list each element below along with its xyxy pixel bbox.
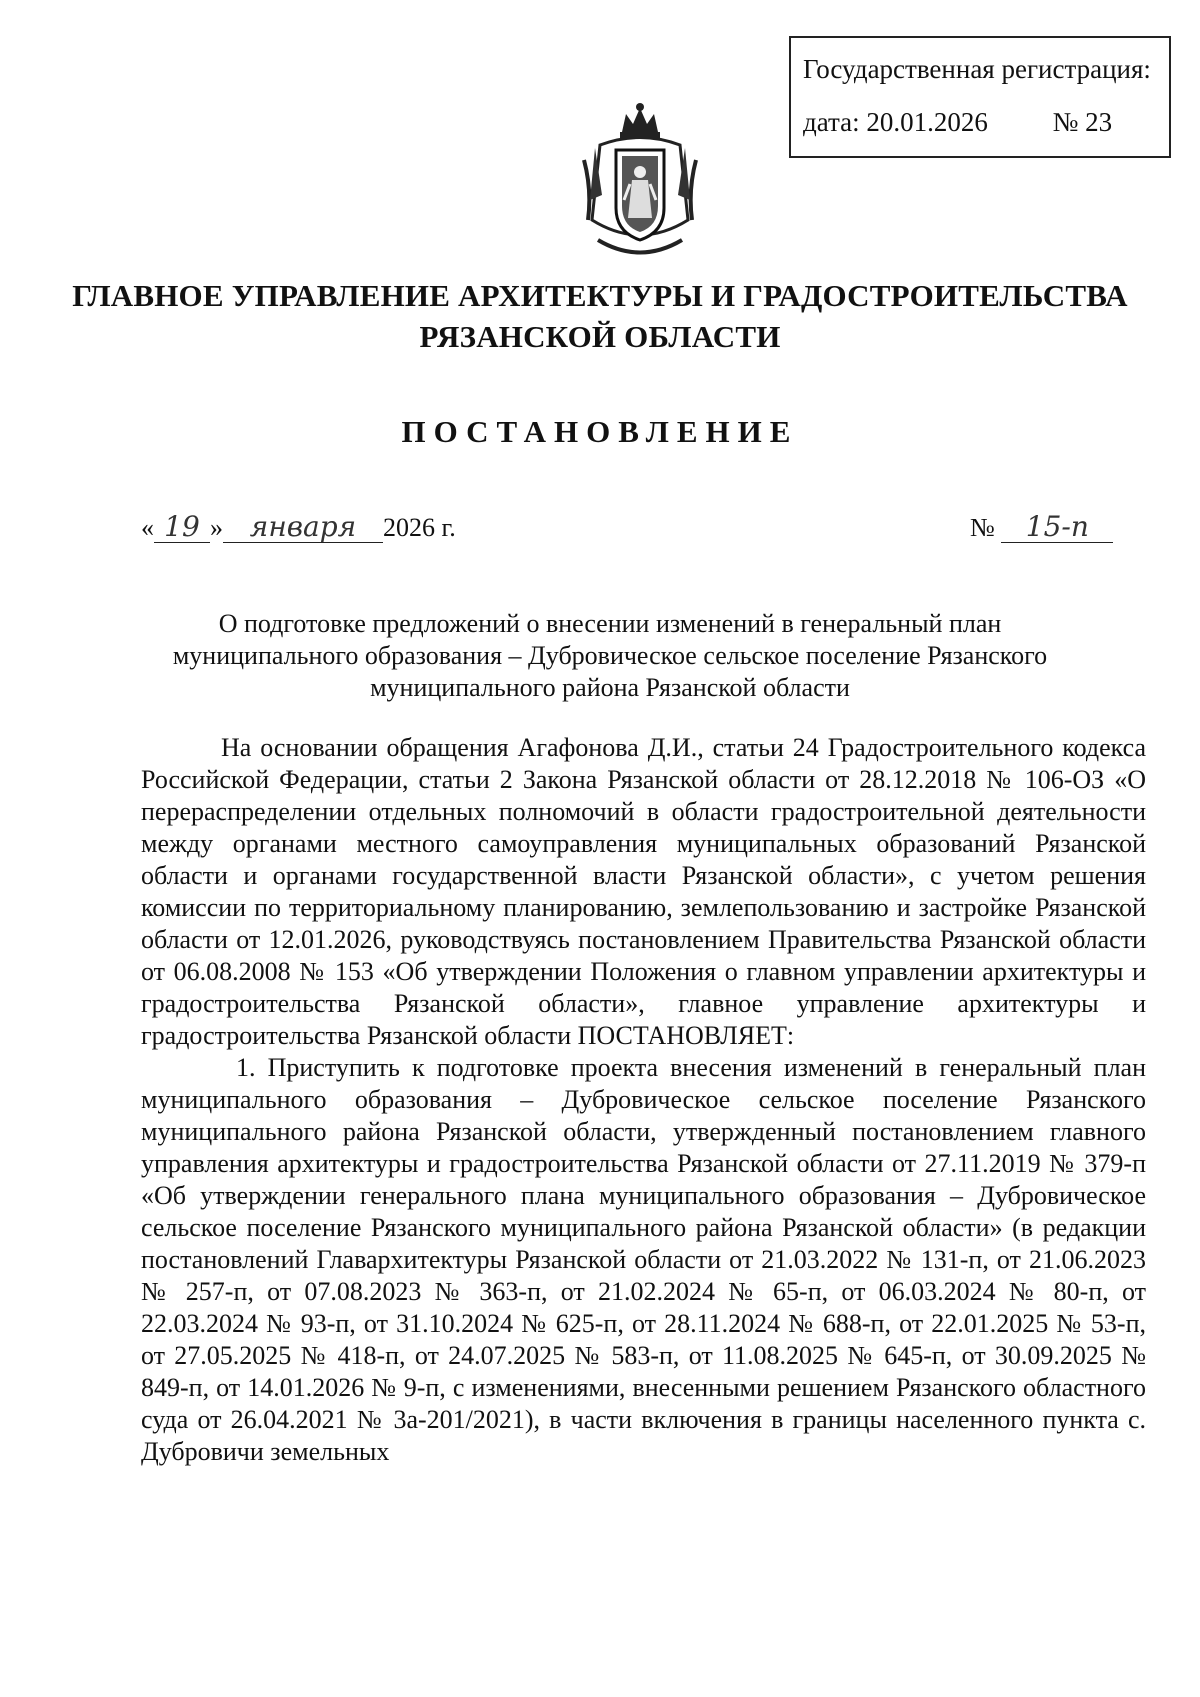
document-date xyxy=(141,512,456,543)
handwritten-day: 19 xyxy=(154,512,210,543)
preamble-paragraph: На основании обращения Агафонова Д.И., статьи 24 Градостроительного кодекса Российской Федерации, статьи 2 Закона Рязанской области от 28.12.2018 № 106-ОЗ «О перераспределении отдельных полномочий в области градостроительной деятельности между органами местного самоуправления муниципальных образований Рязанской области и органами государственной власти Рязанской области», с учетом решения комиссии по территориальному планированию, землепользованию и застройке Рязанской области от 12.01.2026, руководствуясь постановлением Правительства Рязанской области от 06.08.2008 № 153 «Об утверждении Положения о главном управлении архитектуры и градостроительства Рязанской области», главное управление архитектуры и градостроительства Рязанской области ПОСТАНОВЛЯЕТ: xyxy=(141,733,1146,1050)
organization-name xyxy=(60,275,1140,357)
date-close-quote: » xyxy=(210,513,223,542)
document-number xyxy=(970,512,1113,543)
document-body xyxy=(141,732,1146,1468)
handwritten-number: 15-п xyxy=(1001,512,1113,543)
registration-box xyxy=(789,36,1171,158)
registration-title: Государственная регистрация: xyxy=(803,54,1151,84)
registration-number: № 23 xyxy=(1052,107,1113,137)
organization-line-2: РЯЗАНСКОЙ ОБЛАСТИ xyxy=(419,319,781,354)
date-open-quote: « xyxy=(141,513,154,542)
registration-date: дата: 20.01.2026 xyxy=(803,107,988,137)
organization-line-1: ГЛАВНОЕ УПРАВЛЕНИЕ АРХИТЕКТУРЫ И ГРАДОСТРОИТЕЛЬСТВА xyxy=(72,278,1128,313)
subject-line-1: О подготовке предложений о внесении изменений в генеральный план xyxy=(218,609,1002,638)
document-subject xyxy=(130,608,1090,704)
date-year: 2026 г. xyxy=(383,513,456,542)
clause-1-paragraph: 1. Приступить к подготовке проекта внесения изменений в генеральный план муниципального образования – Дубровическое сельское поселение Рязанского муниципального района Рязанской области, утвержденный постановлением главного управления архитектуры и градостроительства Рязанской области от 27.11.2019 № 379-п «Об утверждении генерального плана муниципального образования – Дубровическое сельское поселение Рязанского муниципального района Рязанской области» (в редакции постановлений Главархитектуры Рязанской области от 21.03.2022 № 131-п, от 21.06.2023 № 257-п, от 07.08.2023 № 363-п, от 21.02.2024 № 65-п, от 06.03.2024 № 80-п, от 22.03.2024 № 93-п, от 31.10.2024 № 625-п, от 28.11.2024 № 688-п, от 22.01.2025 № 53-п, от 27.05.2025 № 418-п, от 24.07.2025 № 583-п, от 11.08.2025 № 645-п, от 30.09.2025 № 849-п, от 14.01.2026 № 9-п, с изменениями, внесенными решением Рязанского областного суда от 26.04.2021 № 3а-201/2021), в части включения в границы населенного пункта с. Дубровичи земельных xyxy=(141,1053,1146,1466)
number-prefix: № xyxy=(970,513,995,542)
coat-of-arms-icon xyxy=(570,100,710,265)
document-type: ПОСТАНОВЛЕНИЕ xyxy=(401,414,799,449)
handwritten-month: января xyxy=(223,512,383,543)
registration-details xyxy=(803,109,1169,136)
subject-line-3: муниципального района Рязанской области xyxy=(370,673,850,702)
subject-line-2: муниципального образования – Дубровическое сельское поселение Рязанского xyxy=(172,641,1048,670)
